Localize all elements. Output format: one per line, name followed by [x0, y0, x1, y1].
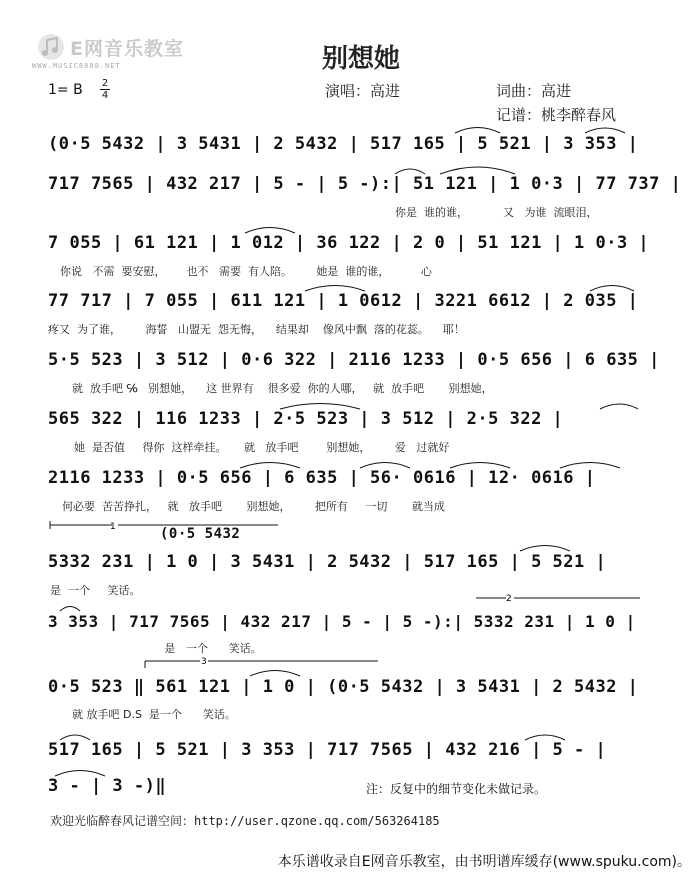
volta-2-label: 2 [506, 594, 512, 604]
lyric-line-10: 就 放手吧 D.S 是一个 笑话。 [72, 708, 236, 721]
singer-credit: 演唱：高进 [325, 82, 401, 100]
time-signature [100, 78, 110, 101]
lyricist-composer-credit: 词曲：高进 [496, 82, 572, 100]
lyric-line-4: 疼又 为了谁， 海誓 山盟无 怨无悔， 结果却 像风中飘 落的花蕊。 耶！ [48, 323, 465, 336]
notation-line-6: 565 322 | 116 1233 | 2·5 523 | 3 512 | 2·5 322 | [48, 409, 564, 429]
lyric-line-8: 是 一个 笑话。 [50, 584, 141, 597]
key-signature: 1= B [48, 82, 83, 98]
lyric-line-5: 就 放手吧 ℅ 别想她， 这 世界有 很多爱 你的人哪， 就 放手吧 别想她， [72, 382, 493, 395]
logo-text: E网音乐教室 [70, 38, 184, 60]
notation-line-4: 77 717 | 7 055 | 611 121 | 1 0612 | 3221 6612 | 2 035 | [48, 291, 639, 311]
transcriber-space-credit: 欢迎光临醉春风记谱空间：http://user.qzone.qq.com/563264185 [50, 814, 440, 828]
lyric-line-6: 她 是否值 得你 这样牵挂。 就 放手吧 别想她， 爱 过就好 [74, 441, 450, 454]
lyric-line-9: 是 一个 笑话。 [0, 642, 262, 655]
notation-line-3: 7 055 | 61 121 | 1 012 | 36 122 | 2 0 | 51 121 | 1 0·3 | [48, 233, 650, 253]
transcriber-credit: 记谱：桃李醉春风 [496, 106, 617, 124]
notation-line-10: 0·5 523 ‖ 561 121 | 1 0 | (0·5 5432 | 3 5431 | 2 5432 | [48, 677, 639, 697]
source-footer-text[interactable]: 本乐谱收录自E网音乐教室，由书明谱库缓存(www.spuku.com)。 [277, 854, 691, 870]
volta-3-label: 3 [201, 657, 207, 667]
notation-line-2: 717 7565 | 432 217 | 5 - | 5 -):| 51 121 | 1 0·3 | 77 737 | [48, 174, 682, 194]
volta-1-label: 1 [110, 522, 116, 532]
transcription-remark: 注：反复中的细节变化未做记录。 [366, 782, 547, 796]
interlude-bracket: (0·5 5432 [160, 526, 241, 542]
notation-line-7: 2116 1233 | 0·5 656 | 6 635 | 56· 0616 | 12· 0616 | [48, 468, 596, 488]
notation-line-8: 5332 231 | 1 0 | 3 5431 | 2 5432 | 517 165 | 5 521 | [48, 552, 607, 572]
song-title: 别想她 [322, 44, 401, 74]
time-sig-bottom: 4 [101, 90, 109, 101]
time-sig-top: 2 [101, 78, 109, 89]
logo-url: WWW.MUSIC8888.NET [32, 62, 121, 70]
site-logo[interactable] [32, 30, 192, 80]
notation-line-9: 3 353 | 717 7565 | 432 217 | 5 - | 5 -):| 5332 231 | 1 0 | [48, 612, 636, 631]
lyric-line-3: 你说 不需 要安慰， 也不 需要 有人陪。 她是 谁的谁， 心 [60, 265, 432, 278]
lyric-line-7: 何必要 苦苦挣扎， 就 放手吧 别想她， 把所有 一切 就当成 [62, 500, 445, 513]
notation-line-5: 5·5 523 | 3 512 | 0·6 322 | 2116 1233 | 0·5 656 | 6 635 | [48, 350, 660, 370]
source-footer [0, 848, 699, 870]
notation-line-1: (0·5 5432 | 3 5431 | 2 5432 | 517 165 | 5 521 | 3 353 | [48, 134, 639, 154]
notation-line-12: 3 - | 3 -)‖ [48, 776, 167, 796]
lyric-line-2: 你是 谁的谁， 又 为谁 流眼泪， [395, 206, 598, 219]
notation-line-11: 517 165 | 5 521 | 3 353 | 717 7565 | 432 216 | 5 - | [48, 740, 607, 760]
music-note-icon [36, 32, 66, 62]
